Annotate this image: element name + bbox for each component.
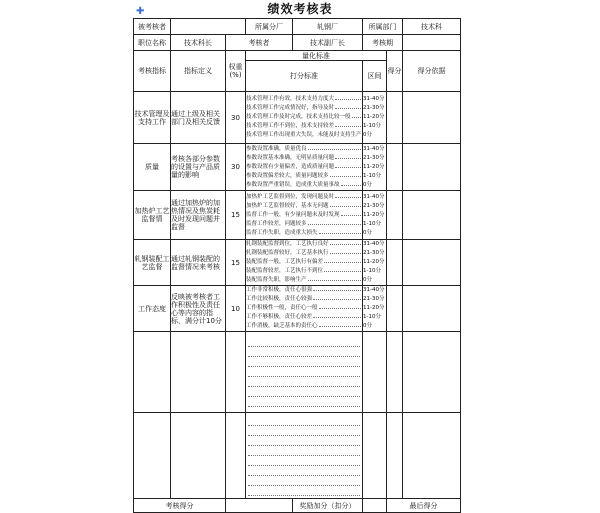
criteria-text: 参数设置基本准确，无明显质量问题 [246,154,335,161]
criteria-text: 工作消极，缺乏基本的责任心 [246,323,318,329]
row-weight: 30 [226,92,246,144]
footer-bonus-value[interactable] [363,499,387,513]
range-text: 31-40分 [363,96,385,102]
reviewer-value[interactable]: 技术副厂长 [293,35,363,51]
dotted-leader [330,244,361,245]
criteria-text: 技术管理工作出现重大失误，未能及时支持生产 [246,132,362,138]
dotted-leader [335,126,361,127]
criteria-text: 加热炉工艺监督到位，发现问题及时 [246,193,335,200]
dotted-leader [319,326,361,327]
range-text: 31-40分 [363,145,385,152]
range-line [363,95,386,104]
factory-label: 所属分厂 [246,19,293,35]
blank-criteria-2[interactable] [246,413,363,499]
blank-basis[interactable] [403,332,461,413]
range-line [363,276,386,285]
dotted-leader [330,253,361,254]
criteria-text: 装配监督一般，工艺执行有偏差 [246,259,324,265]
row-score[interactable] [387,92,403,144]
row-score[interactable] [387,191,403,240]
range-text: 31-40分 [363,193,385,200]
col-scoring: 打分标准 [246,61,363,92]
dotted-leader [313,299,361,300]
blank-definition[interactable] [171,332,226,413]
criteria-body [134,92,461,332]
header-row-2 [134,35,461,51]
criteria-text: 工作比较积极，责任心较强 [246,296,313,302]
criteria-line [246,181,362,190]
position-value[interactable]: 技术科长 [171,35,226,51]
dotted-leader [313,290,361,291]
criteria-line [246,258,362,267]
criteria-text: 装配监督较差，工艺执行不到位 [246,268,324,274]
range-text: 1-10分 [363,314,381,320]
dotted-leader [313,317,361,318]
blank-row-2 [134,413,461,499]
row-weight: 30 [226,144,246,191]
criteria-line [246,113,362,122]
criteria-text: 技术管理工作完成情况好，指导及时 [246,105,335,111]
range-line [363,240,386,249]
range-line [363,258,386,267]
row-range [363,144,387,191]
range-line [363,295,386,304]
range-text: 0分 [363,229,372,236]
range-line [363,163,386,172]
criteria-row [134,286,461,332]
range-text: 1-10分 [363,268,381,274]
criteria-line [246,322,362,331]
row-basis[interactable] [403,92,461,144]
criteria-line [246,95,362,104]
range-line [363,154,386,163]
dotted-leader [335,197,361,198]
criteria-line [246,104,362,113]
range-text: 0分 [363,132,372,138]
criteria-line [246,304,362,313]
range-line [363,286,386,295]
criteria-line [246,211,362,220]
footer-row [134,499,461,513]
criteria-line [246,172,362,181]
dotted-leader [308,224,361,225]
criteria-text: 轧钢装配监督到位，工艺执行良好 [246,241,329,247]
range-line [363,193,386,202]
row-range [363,92,387,144]
dotted-leader [335,167,361,168]
column-header-row [134,51,461,61]
row-definition: 反映被考核者工作积极性及责任心等内容的指标，满分计10分 [171,286,226,332]
range-line [363,172,386,181]
row-category: 技术管理及支持工作 [134,92,171,144]
row-score[interactable] [387,144,403,191]
row-definition: 通过轧钢装配的监督情况来考核 [171,240,226,286]
row-category: 加热炉工艺监督情 [134,191,171,240]
row-basis[interactable] [403,144,461,191]
dotted-leader [330,176,361,177]
range-text: 21-30分 [363,105,385,111]
header-row-1 [134,19,461,35]
col-weight: 权重(%) [226,51,246,92]
range-line [363,267,386,276]
criteria-line [246,267,362,276]
range-text: 11-20分 [363,259,385,265]
footer-final-label: 最后得分 [387,499,461,513]
range-line [363,304,386,313]
criteria-line [246,220,362,229]
dotted-leader [341,185,361,186]
range-text: 21-30分 [363,154,385,161]
row-range [363,286,387,332]
range-line [363,211,386,220]
range-text: 0分 [363,181,372,188]
blank-score-2[interactable] [387,413,403,499]
range-text: 21-30分 [363,250,385,256]
blank-basis-2[interactable] [403,413,461,499]
criteria-text: 轧钢装配监督较好，工艺基本执行 [246,250,329,256]
footer-score-value[interactable] [226,499,293,513]
blank-range[interactable] [363,332,387,413]
criteria-text: 监督工作一般，有少量问题未及时发现 [246,211,340,218]
criteria-line [246,131,362,140]
blank-row-1 [134,332,461,413]
range-line [363,202,386,211]
row-weight: 15 [226,240,246,286]
period-value[interactable] [403,35,461,51]
criteria-text: 装配监督失职，影响生产 [246,277,307,283]
criteria-line [246,193,362,202]
range-line [363,322,386,331]
range-text: 0分 [363,323,372,329]
criteria-line [246,154,362,163]
row-basis[interactable] [403,240,461,286]
row-score[interactable] [387,240,403,286]
row-weight: 15 [226,191,246,240]
criteria-line [246,295,362,304]
dotted-leader [308,149,361,150]
range-line [363,131,386,140]
criteria-text: 工作不够积极，责任心较差 [246,314,313,320]
blank-category-2[interactable] [134,413,171,499]
criteria-row [134,240,461,286]
criteria-line [246,249,362,258]
range-text: 31-40分 [363,287,385,293]
row-definition: 考核各部分参数的设置与产品质量的影响 [171,144,226,191]
blank-weight[interactable] [226,332,246,413]
criteria-line [246,229,362,238]
criteria-text: 监督工作失职，造成重大损失 [246,229,318,236]
footer-score-label: 考核得分 [134,499,226,513]
criteria-line [246,202,362,211]
reviewee-value[interactable] [171,19,246,35]
row-range [363,191,387,240]
col-range: 区间 [363,61,387,92]
reviewee-label: 被考核者 [134,19,171,35]
row-score[interactable] [387,286,403,332]
criteria-text: 工作积极性一般，责任心一般 [246,305,318,311]
criteria-text: 技术管理工作不到位，技术支持较差 [246,123,335,129]
row-range [363,240,387,286]
col-basis: 得分依据 [403,51,461,92]
criteria-text: 工作非常积极，责任心很强 [246,287,313,293]
position-label: 职位名称 [134,35,171,51]
row-criteria [246,240,363,286]
row-weight: 10 [226,286,246,332]
row-category: 质量 [134,144,171,191]
range-line [363,313,386,322]
range-text: 1-10分 [363,123,381,129]
criteria-text: 参数设置准确，质量优良 [246,145,307,152]
range-text: 1-10分 [363,220,381,227]
col-score: 得分 [387,51,403,92]
blank-range-2[interactable] [363,413,387,499]
range-line [363,122,386,131]
col-category: 考核指标 [134,51,171,92]
range-text: 21-30分 [363,202,385,209]
range-text: 11-20分 [363,305,385,311]
row-definition: 通过上级及相关部门及相关反馈 [171,92,226,144]
range-line [363,104,386,113]
row-basis[interactable] [403,191,461,240]
criteria-line [246,145,362,154]
criteria-line [246,122,362,131]
dept-label: 所属部门 [363,19,403,35]
row-criteria [246,286,363,332]
blank-category[interactable] [134,332,171,413]
dotted-leader [341,215,361,216]
criteria-text: 监督工作较差，问题较多 [246,220,307,227]
page-title: 绩效考核表 [267,2,333,16]
row-basis[interactable] [403,286,461,332]
dotted-leader [335,158,361,159]
period-label: 考核期 [363,35,403,51]
col-quant: 量化标准 [246,51,387,61]
dotted-leader [335,108,361,109]
range-text: 11-20分 [363,114,385,120]
dotted-leader [352,117,361,118]
range-line [363,113,386,122]
factory-value[interactable]: 轧钢厂 [293,19,363,35]
criteria-text: 参数设置有少量偏差，造成质量问题 [246,163,335,170]
criteria-row [134,144,461,191]
criteria-line [246,276,362,285]
row-category: 轧钢装配工艺监督 [134,240,171,286]
dotted-leader [324,262,361,263]
criteria-line [246,286,362,295]
blank-criteria[interactable] [246,332,363,413]
range-text: 1-10分 [363,172,381,179]
footer-bonus-label: 奖励加分（扣分） [293,499,363,513]
range-text: 21-30分 [363,296,385,302]
evaluation-table [133,18,461,513]
dotted-leader [319,308,361,309]
range-line [363,229,386,238]
criteria-text: 技术管理工作及时完成，技术支持比较一般 [246,114,351,120]
range-text: 31-40分 [363,241,385,247]
dotted-leader [308,280,361,281]
range-text: 11-20分 [363,163,385,170]
criteria-text: 参数设置严重错误，造成重大质量事故 [246,181,340,188]
row-criteria [246,191,363,240]
row-category: 工作态度 [134,286,171,332]
row-criteria [246,144,363,191]
blank-weight-2[interactable] [226,413,246,499]
table-move-handle-icon[interactable]: ✚ [136,6,145,17]
range-text: 0分 [363,277,372,283]
row-criteria [246,92,363,144]
row-definition: 通过加热炉的加热情况及焦炭耗及时发现问题并监督 [171,191,226,240]
range-line [363,181,386,190]
range-line [363,145,386,154]
col-definition: 指标定义 [171,51,226,92]
criteria-text: 参数设置偏差较大，质量问题较多 [246,172,329,179]
dotted-leader [335,99,361,100]
criteria-line [246,240,362,249]
range-line [363,249,386,258]
blank-score[interactable] [387,332,403,413]
dotted-leader [319,233,361,234]
blank-definition-2[interactable] [171,413,226,499]
criteria-row [134,191,461,240]
range-line [363,220,386,229]
range-text: 11-20分 [363,211,385,218]
reviewer-label: 考核者 [226,35,293,51]
criteria-text: 加热炉工艺监督较好，基本无问题 [246,202,329,209]
dotted-leader [330,206,361,207]
dotted-leader [324,271,361,272]
criteria-text: 技术管理工作有效，技术支持力度大 [246,96,335,102]
criteria-line [246,313,362,322]
criteria-row [134,92,461,144]
criteria-line [246,163,362,172]
dept-value[interactable]: 技术科 [403,19,461,35]
